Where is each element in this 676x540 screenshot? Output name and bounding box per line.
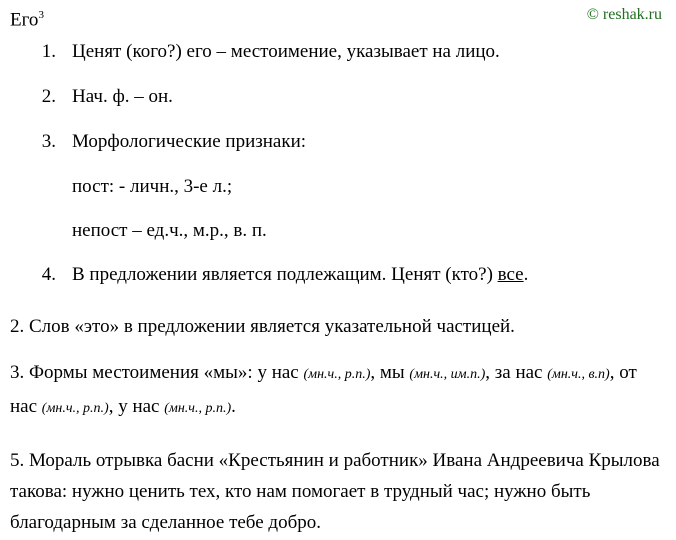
paragraph-3-sep: , за нас: [485, 362, 548, 383]
list-item-text: Морфологические признаки:: [72, 131, 307, 152]
paragraph-5: 5. Мораль отрывка басни «Крестьянин и работник» Ивана Андреевича Крылова такова: нужно ценить тех, кто нам помогает в трудный час; нужно быть благодарным за сделанное тебе добро.: [10, 450, 660, 533]
watermark: © reshak.ru: [586, 6, 662, 23]
list-item-underlined-word: все: [497, 264, 524, 285]
list-item: [10, 120, 666, 164]
grammar-note: (мн.ч., р.п.): [303, 367, 371, 382]
paragraph-3: [10, 357, 666, 425]
list-item: [10, 75, 666, 119]
list-item-number: 2.: [41, 86, 56, 107]
paragraph-3-sep: .: [231, 396, 236, 417]
list-item: [10, 30, 666, 74]
paragraph-3-prefix: 3. Формы местоимения «мы»: у нас: [10, 362, 304, 383]
morphology-variable-line: непост – ед.ч., м.р., в. п.: [72, 220, 267, 241]
paragraph-3-sep: , мы: [370, 362, 410, 383]
list-item-number: 1.: [41, 41, 56, 62]
headword-superscript: 3: [38, 9, 44, 21]
paragraph-2: 2. Слов «это» в предложении является указательной частицей.: [10, 316, 515, 337]
list-item-number: 4.: [41, 264, 56, 285]
morphology-constant-line: пост: - личн., 3-е л.;: [72, 176, 233, 197]
list-item-text: Нач. ф. – он.: [72, 86, 173, 107]
grammar-note: (мн.ч., р.п.): [164, 401, 232, 416]
grammar-note: (мн.ч., в.п): [547, 367, 610, 382]
list-item-text-before: В предложении является подлежащим. Ценят (кто?): [72, 264, 498, 285]
analysis-list: [10, 30, 666, 164]
list-item-text-after: .: [523, 264, 529, 285]
list-item-number: 3.: [41, 131, 56, 152]
list-item: [10, 253, 666, 297]
grammar-note: (мн.ч., им.п.): [409, 367, 486, 382]
list-item-text: Ценят (кого?) его – местоимение, указывает на лицо.: [72, 41, 500, 62]
headword-text: Его: [10, 9, 39, 31]
paragraph-3-sep: , у нас: [108, 396, 165, 417]
analysis-list-continued: [10, 253, 666, 297]
headword: [10, 4, 44, 31]
grammar-note: (мн.ч., р.п.): [41, 401, 109, 416]
paragraph-3-sep: , от нас: [10, 362, 637, 417]
document-header: [10, 4, 666, 30]
